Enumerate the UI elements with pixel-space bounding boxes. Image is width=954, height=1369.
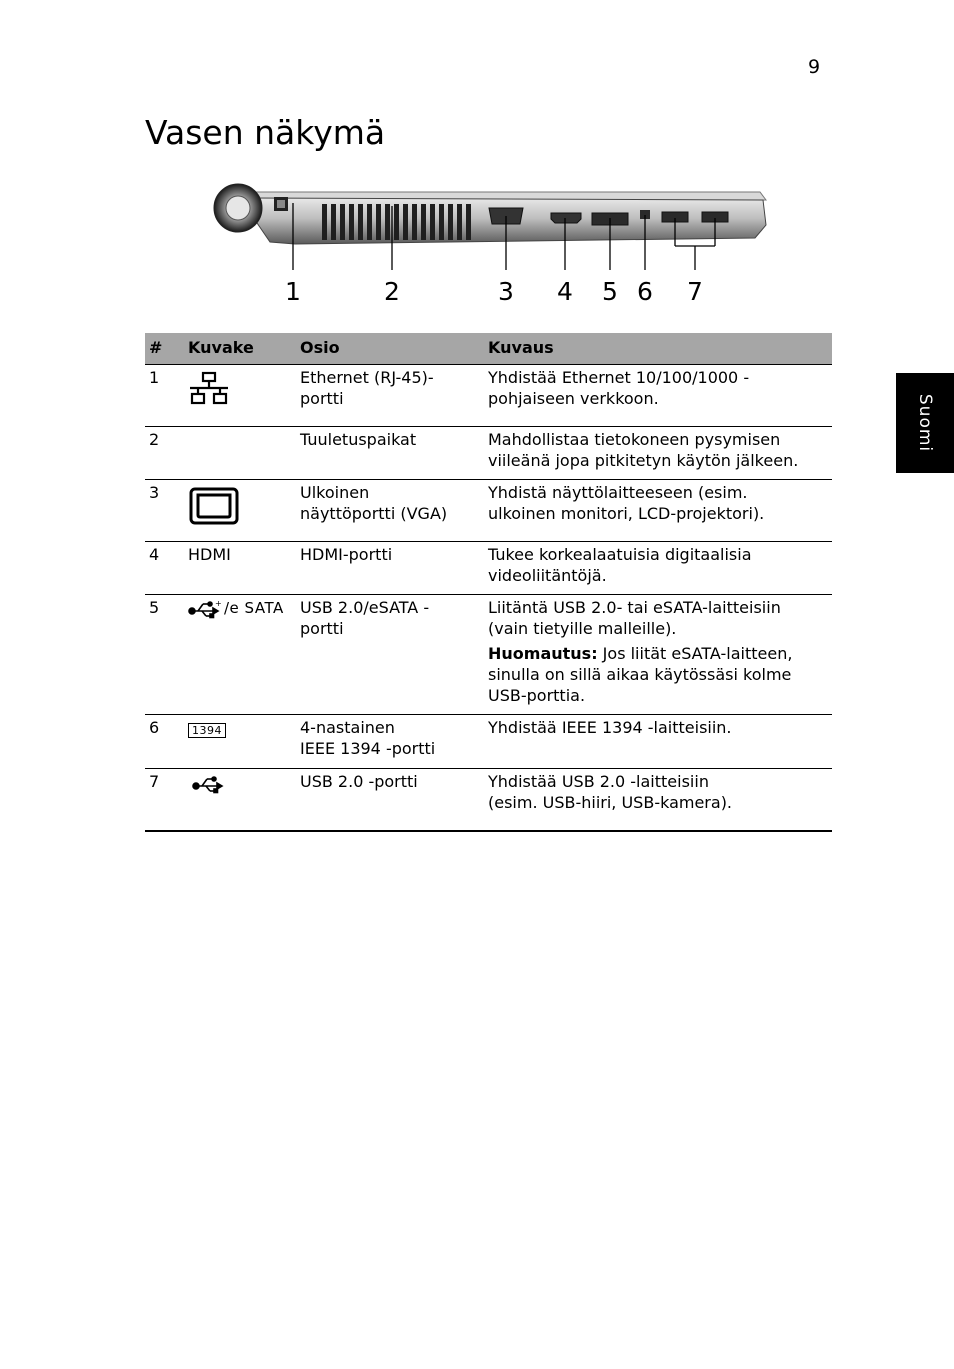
note-label: Huomautus: xyxy=(488,644,598,663)
header-section: Osio xyxy=(296,333,484,365)
row-icon xyxy=(184,365,296,427)
page-title: Vasen näkymä xyxy=(145,113,386,152)
row-description: Yhdistää USB 2.0 -laitteisiin (esim. USB-hiiri, USB-kamera). xyxy=(484,769,832,832)
note-text: Jos liität eSATA-laitteen, sinulla on sillä aikaa käytössäsi kolme USB-porttia. xyxy=(488,644,793,705)
row-num: 5 xyxy=(145,595,184,715)
row-section: 4-nastainen IEEE 1394 -portti xyxy=(296,715,484,769)
callout-5: 5 xyxy=(602,277,618,306)
row-description xyxy=(484,595,832,715)
usb-icon xyxy=(188,599,224,619)
row-num: 7 xyxy=(145,769,184,832)
row-num: 2 xyxy=(145,427,184,480)
row-icon xyxy=(184,595,296,715)
table-row xyxy=(145,427,832,480)
row-icon xyxy=(184,715,296,769)
row-icon-text: HDMI xyxy=(184,542,296,595)
hdmi-port xyxy=(551,213,581,223)
vga-monitor-icon xyxy=(188,486,240,526)
callout-labels xyxy=(285,277,703,306)
table-row xyxy=(145,595,832,715)
row-section: Ethernet (RJ-45)- portti xyxy=(296,365,484,427)
ieee1394-icon: 1394 xyxy=(188,723,226,738)
row-icon xyxy=(184,769,296,832)
row-section: USB 2.0 -portti xyxy=(296,769,484,832)
callout-7: 7 xyxy=(687,277,703,306)
row-icon xyxy=(184,480,296,542)
ethernet-icon xyxy=(188,371,230,407)
header-description: Kuvaus xyxy=(484,333,832,365)
svg-text:+: + xyxy=(215,598,222,608)
page-number: 9 xyxy=(808,56,821,78)
callout-6: 6 xyxy=(637,277,653,306)
callout-4: 4 xyxy=(557,277,573,306)
table-row xyxy=(145,542,832,595)
row-section: USB 2.0/eSATA - portti xyxy=(296,595,484,715)
callout-2: 2 xyxy=(384,277,400,306)
table-row xyxy=(145,480,832,542)
table-row xyxy=(145,715,832,769)
description-note xyxy=(488,643,828,706)
row-description: Mahdollistaa tietokoneen pysymisen viileänä jopa pitkitetyn käytön jälkeen. xyxy=(484,427,832,480)
row-description: Yhdistää IEEE 1394 -laitteisiin. xyxy=(484,715,832,769)
row-description: Yhdistä näyttölaitteeseen (esim. ulkoinen monitori, LCD-projektori). xyxy=(484,480,832,542)
laptop-left-side-figure xyxy=(200,170,780,315)
ports-table xyxy=(145,333,832,832)
row-num: 4 xyxy=(145,542,184,595)
row-section: Tuuletuspaikat xyxy=(296,427,484,480)
row-icon xyxy=(184,427,296,480)
esata-label: /e SATA xyxy=(224,599,284,617)
header-num: # xyxy=(145,333,184,365)
row-num: 3 xyxy=(145,480,184,542)
description-text: Liitäntä USB 2.0- tai eSATA-laitteisiin (vain tietyille malleille). xyxy=(488,598,781,638)
callout-3: 3 xyxy=(498,277,514,306)
usb-icon xyxy=(188,774,232,794)
row-description: Yhdistää Ethernet 10/100/1000 - pohjaiseen verkkoon. xyxy=(484,365,832,427)
callout-1: 1 xyxy=(285,277,301,306)
row-description: Tukee korkealaatuisia digitaalisia videoliitäntöjä. xyxy=(484,542,832,595)
language-side-tab xyxy=(896,373,954,473)
side-tab-label: Suomi xyxy=(915,393,935,453)
row-section: Ulkoinen näyttöportti (VGA) xyxy=(296,480,484,542)
header-icon: Kuvake xyxy=(184,333,296,365)
table-row xyxy=(145,769,832,832)
table-header-row xyxy=(145,333,832,365)
table-row xyxy=(145,365,832,427)
ventilation-slots xyxy=(322,204,471,240)
row-num: 1 xyxy=(145,365,184,427)
row-section: HDMI-portti xyxy=(296,542,484,595)
row-num: 6 xyxy=(145,715,184,769)
